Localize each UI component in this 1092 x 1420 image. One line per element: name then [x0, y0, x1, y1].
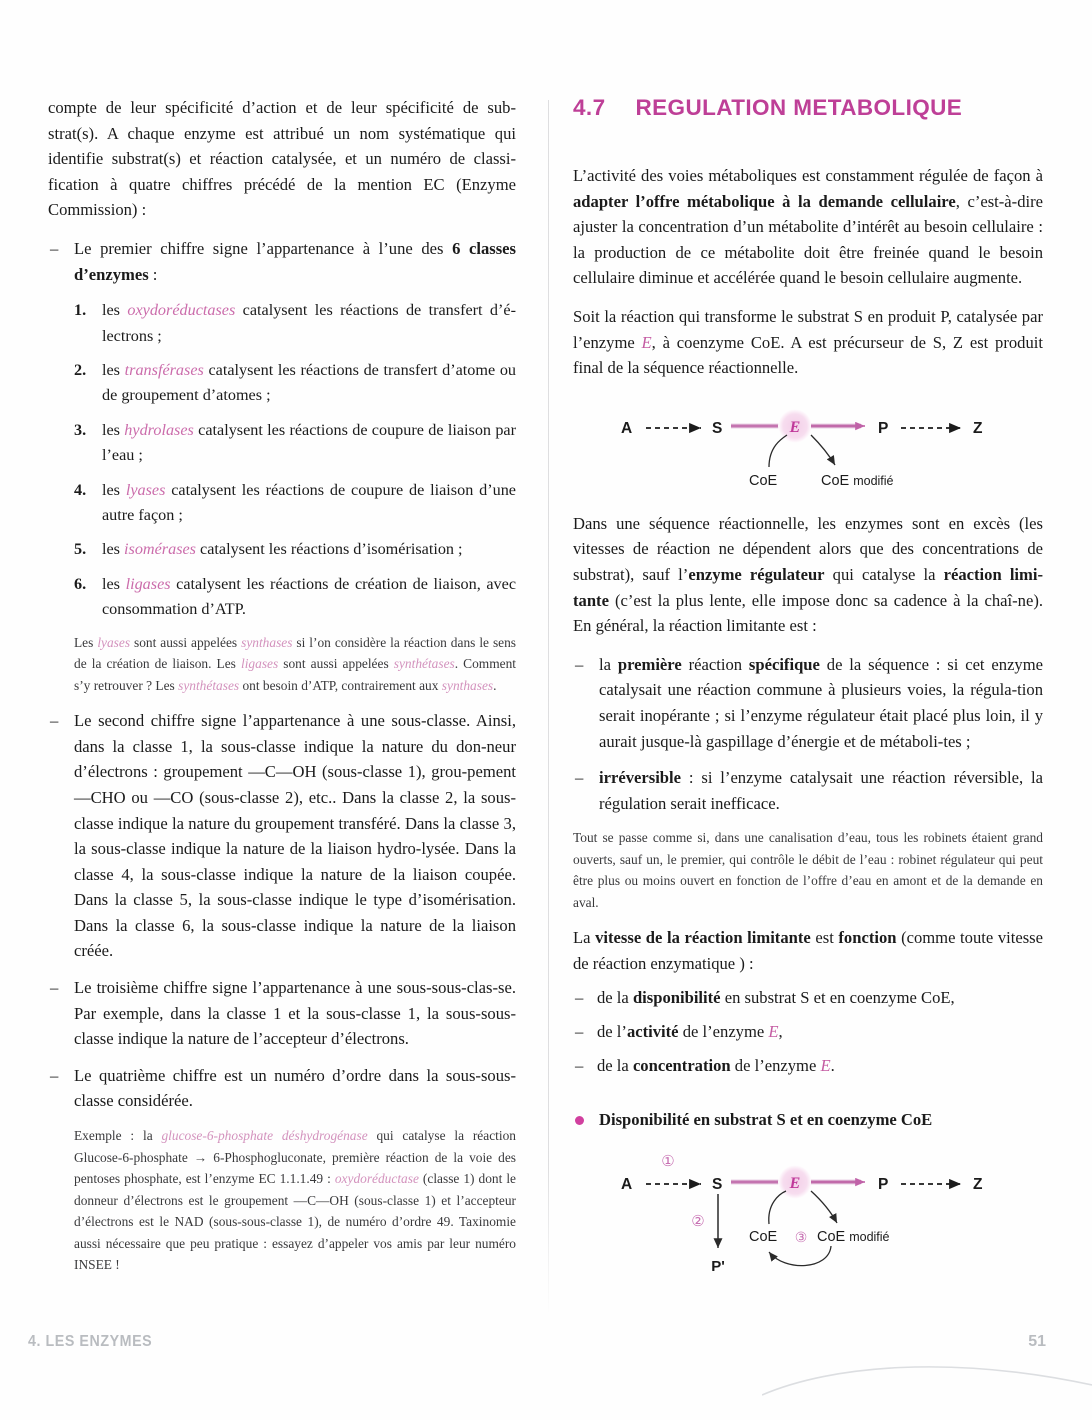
limiting-reaction-list [573, 652, 1043, 817]
section-heading [573, 95, 1043, 121]
classification-bullets [48, 236, 516, 287]
item-before: les [102, 574, 126, 593]
note-text: (classe 1) dont le donneur d’électrons est le groupement —C—OH (sous-classe 1) et l’accepteur d’électrons est le NAD (sous-sous-classe 1), de numéro d’ordre 49. Taxinomie aussi nécessaire que peu pratique : essayez d’appeler vos amis par leur numéro INSEE ! [74, 1171, 516, 1273]
diagram2-label-coe-modified: CoE modifié [817, 1229, 890, 1246]
reaction-arrow-glyph: → [193, 1149, 208, 1165]
subsection-heading-disponibilite: Disponibilité en substrat S et en coenzyme CoE [573, 1108, 1043, 1132]
list-item [48, 478, 516, 529]
diagram1-label-E: E [789, 418, 801, 436]
bullet-fourth-digit: – Le quatrième chiffre est un numéro d’ordre dans la sous-sous-classe considérée. [48, 1063, 516, 1114]
note-robinet: Tout se passe comme si, dans une canalisation d’eau, tous les robinets étaient grand ouverts, sauf un, le premier, qui contrôle le débit de l’eau : robinet régulateur qui peut être plus ou moins ouvert en fonction de l’offre d’eau en amont et de la demande en aval. [573, 830, 1043, 910]
item-after: catalysent les réactions de transfert d’atome ou de groupement d’atomes ; [102, 360, 517, 405]
item-text: . [830, 1055, 835, 1075]
para-bold: vitesse de la réaction limitante [595, 928, 811, 948]
item-before: les [102, 480, 126, 499]
para-text: Soit la réaction qui transforme le substrat S en produit P, catalysée par l’enzyme [573, 306, 1043, 352]
note-text: sont aussi appelées [130, 634, 242, 650]
para-text: qui catalyse la [824, 564, 944, 584]
enzyme-term: isomérases [124, 540, 196, 559]
factors-list [573, 985, 1043, 1078]
list-item [573, 765, 1043, 816]
note-text: ont besoin d’ATP, contrairement aux [239, 677, 442, 693]
para-text: (c’est la plus lente, elle impose donc sa cadence à la chaî-ne). En général, la réaction limitante est : [573, 590, 1043, 636]
para-bold: réaction limi-tante [573, 564, 1043, 610]
section-number: 4.7 [573, 95, 606, 120]
enzyme-term: lyases [125, 480, 166, 499]
item-number: 2. [74, 360, 87, 379]
enzyme-term: oxydoréductases [127, 301, 236, 320]
note-term: synthétases [178, 677, 240, 693]
enzyme-symbol: E [820, 1055, 831, 1075]
list-item [573, 1053, 1043, 1079]
item-bold: première [617, 654, 682, 674]
para-vitesse [573, 925, 1043, 976]
diagram2-step-1: ① [661, 1153, 675, 1171]
diagram1-label-coe-modified: CoE modifié [821, 472, 894, 489]
item-number: 1. [74, 301, 87, 320]
diagram2-curve-coe-in [769, 1191, 786, 1224]
para-activite [573, 163, 1043, 291]
para-soit [573, 304, 1043, 381]
enzyme-term: hydrolases [124, 420, 194, 439]
item-text: de la [597, 988, 633, 1008]
note-synthases [74, 632, 516, 697]
item-bold: irréversible [599, 768, 682, 788]
note-example [74, 1125, 516, 1276]
diagram1-label-S: S [712, 419, 723, 437]
reaction-diagram-1 [573, 395, 1043, 495]
diagram1-label-Z: Z [973, 419, 983, 437]
list-item [48, 537, 516, 562]
item-before: les [102, 420, 125, 439]
diagram1-curve-coe-out [811, 435, 835, 465]
diagram2-step-2: ② [691, 1213, 705, 1231]
item-text: : si l’enzyme catalysait une réaction réversible, la régulation serait inefficace. [599, 768, 1043, 813]
item-after: catalysent les réactions de transfert d’é-lectrons ; [102, 301, 516, 345]
note-term: synthases [241, 634, 293, 650]
diagram1-label-A: A [621, 419, 633, 437]
diagram2-label-E: E [789, 1175, 801, 1193]
diagram2-label-coe: CoE [749, 1229, 778, 1246]
column-divider [548, 100, 549, 1315]
note-text: si l’on considère la réaction dans le sens de la création de liaison. Les [74, 634, 517, 672]
enzyme-class-list [48, 298, 516, 622]
item-text: de la [597, 1055, 633, 1075]
list-item [48, 358, 516, 409]
note-term: glucose-6-phosphate déshydrogénase [161, 1128, 368, 1144]
item-number: 3. [74, 420, 87, 439]
para-text: est [810, 928, 839, 948]
diagram1-label-P: P [878, 419, 889, 437]
para-text: L’activité des voies métaboliques est constamment régulée de façon à [573, 166, 1043, 185]
note-text: sont aussi appelées [278, 656, 394, 672]
item-bold: spécifique [748, 654, 820, 674]
item-text: de l’enzyme [678, 1022, 769, 1042]
note-text: . Comment s’y retrouver ? Les [74, 656, 517, 693]
bullet-second-digit: – Le second chiffre signe l’appartenance à une sous-classe. Ainsi, dans la classe 1, la sous-classe indique la nature du don-neur d’électrons : groupement —C—OH (sous-classe 1), grou-pement —CHO ou —CO (sous-classe 2), etc.. Dans la classe 2, la sous-classe indique la nature du groupement transféré. Dans la classe 3, la sous-classe indique la nature de la liaison hydro-lysée. Dans la classe 4, la sous-classe indique la nature de la liaison coupée. Dans la classe 5, la sous-classe indique le type d’isomérisation. Dans la classe 6, la sous-classe indique la nature de la liaison créée. [48, 708, 516, 964]
para-sequence [573, 511, 1043, 639]
bullet-first-digit-before: Le premier chiffre signe l’appartenance à l’une des [74, 238, 453, 258]
page-footer [0, 1315, 1092, 1420]
para-text: , à coenzyme CoE. A est précurseur de S, Z est produit final de la séquence réactionnelle. [573, 332, 1043, 378]
para-text: (comme toute vitesse de réaction enzymatique ) : [573, 928, 1044, 973]
item-text: de l’ [597, 1022, 627, 1042]
list-item [573, 985, 1043, 1011]
diagram1-curve-coe-in [769, 435, 787, 467]
item-bold: activité [626, 1022, 679, 1042]
item-number: 6. [74, 574, 87, 593]
para-text: , c’est-à-dire ajuster la concentration d’un métabolite d’intérêt au besoin cellulaire : la production de ce métabolite doit être freinée quand le besoin cellulaire diminue et accélérée quand le besoin cellulaire augmente. [573, 191, 1043, 288]
note-term: lyases [97, 634, 131, 650]
list-item [48, 298, 516, 349]
item-bold: concentration [632, 1055, 731, 1075]
para-text: Dans une séquence réactionnelle, les enzymes sont en excès (les vitesses de réaction ne dépendent alors que des concentrations de substrat), sauf l’ [573, 513, 1043, 584]
note-text: 6-Phosphogluconate, première réaction de la voie des pentoses phosphate, est l’enzyme EC 1.1.1.49 : [74, 1149, 517, 1187]
item-text: réaction [681, 654, 749, 674]
note-term: ligases [240, 656, 279, 672]
diagram2-label-Z: Z [973, 1176, 983, 1194]
footer-page-number: 51 [1028, 1333, 1046, 1350]
item-after: catalysent les réactions de coupure de liaison par l’eau ; [102, 420, 516, 465]
intro-paragraph: compte de leur spécificité d’action et de leur spécificité de sub-strat(s). A chaque enzyme est attribué un nom systématique qui identifie substrat(s) et réaction catalysée, et un numéro de classi-fication à quatre chiffres précédé de la mention EC (Enzyme Commission) : [48, 98, 516, 220]
diagram1-label-coe: CoE [749, 472, 778, 489]
enzyme-term: ligases [125, 574, 171, 593]
reaction-diagram-2 [573, 1146, 1043, 1311]
para-bold: enzyme régulateur [688, 564, 825, 584]
para-text: La [573, 928, 596, 948]
note-text: . [493, 677, 497, 693]
classification-bullets-2 [48, 708, 516, 1114]
diagram2-label-P: P [878, 1176, 889, 1194]
bullet-first-digit [48, 236, 516, 287]
note-text: qui catalyse la réaction Glucose-6-phosphate [74, 1128, 516, 1165]
note-term: oxydoréductase [334, 1171, 419, 1187]
item-text: de la séquence : si cet enzyme catalysait une réaction commune à plusieurs voies, la régula-tion serait inopérante ; si l’enzyme régulateur était placé plus loin, il y aurait jusque-là gaspillage d’énergie et de métaboli-tes ; [599, 654, 1044, 751]
list-item [48, 418, 516, 469]
item-text: la [599, 654, 618, 674]
diagram2-label-Pprime: P' [711, 1258, 725, 1276]
item-number: 5. [74, 540, 87, 559]
bullet-third-digit: – Le troisième chiffre signe l’appartenance à une sous-sous-clas-se. Par exemple, dans la classe 1 et la sous-classe 1, la sous-sous-classe indique la nature de l’accepteur d’électrons. [48, 975, 516, 1052]
list-item [48, 572, 516, 623]
list-item [573, 1019, 1043, 1045]
item-before: les [102, 540, 125, 559]
note-term: synthases [441, 677, 494, 693]
enzyme-symbol: E [641, 332, 652, 352]
item-after: catalysent les réactions de création de liaison, avec consommation d’ATP. [102, 574, 517, 619]
item-text: , [778, 1022, 783, 1042]
list-item [573, 652, 1043, 754]
footer-chapter: 4. LES ENZYMES [28, 1333, 153, 1350]
item-bold: disponibilité [632, 988, 721, 1008]
diagram2-step-3: ③ [794, 1229, 808, 1246]
item-after: catalysent les réactions d’isomérisation ; [195, 540, 463, 559]
left-column [48, 95, 516, 1288]
footer-decorative-curve [762, 1359, 1092, 1409]
para-bold: adapter l’offre métabolique à la demande cellulaire [573, 191, 956, 211]
item-text: en substrat S et en coenzyme CoE, [720, 988, 955, 1008]
item-before: les [102, 360, 125, 379]
note-term: synthétases [393, 656, 455, 672]
enzyme-symbol: E [768, 1022, 779, 1042]
diagram2-curve-coe-out [811, 1191, 837, 1223]
item-before: les [102, 301, 128, 320]
item-after: catalysent les réactions de coupure de liaison d’une autre façon ; [102, 480, 516, 524]
bullet-first-digit-bold: 6 classes d’enzymes [74, 238, 516, 284]
diagram2-label-A: A [621, 1176, 633, 1194]
note-text: Les [74, 634, 98, 650]
bullet-first-digit-after: : [148, 264, 158, 284]
item-number: 4. [74, 480, 87, 499]
enzyme-term: transférases [124, 360, 204, 379]
right-column [573, 95, 1043, 1327]
note-text: Exemple : la [74, 1128, 162, 1144]
diagram2-curve-coe-recycle [769, 1246, 831, 1266]
diagram2-label-S: S [712, 1176, 723, 1194]
item-text: de l’enzyme [730, 1055, 821, 1075]
section-title: REGULATION METABOLIQUE [635, 95, 963, 120]
para-bold: fonction [838, 928, 897, 948]
